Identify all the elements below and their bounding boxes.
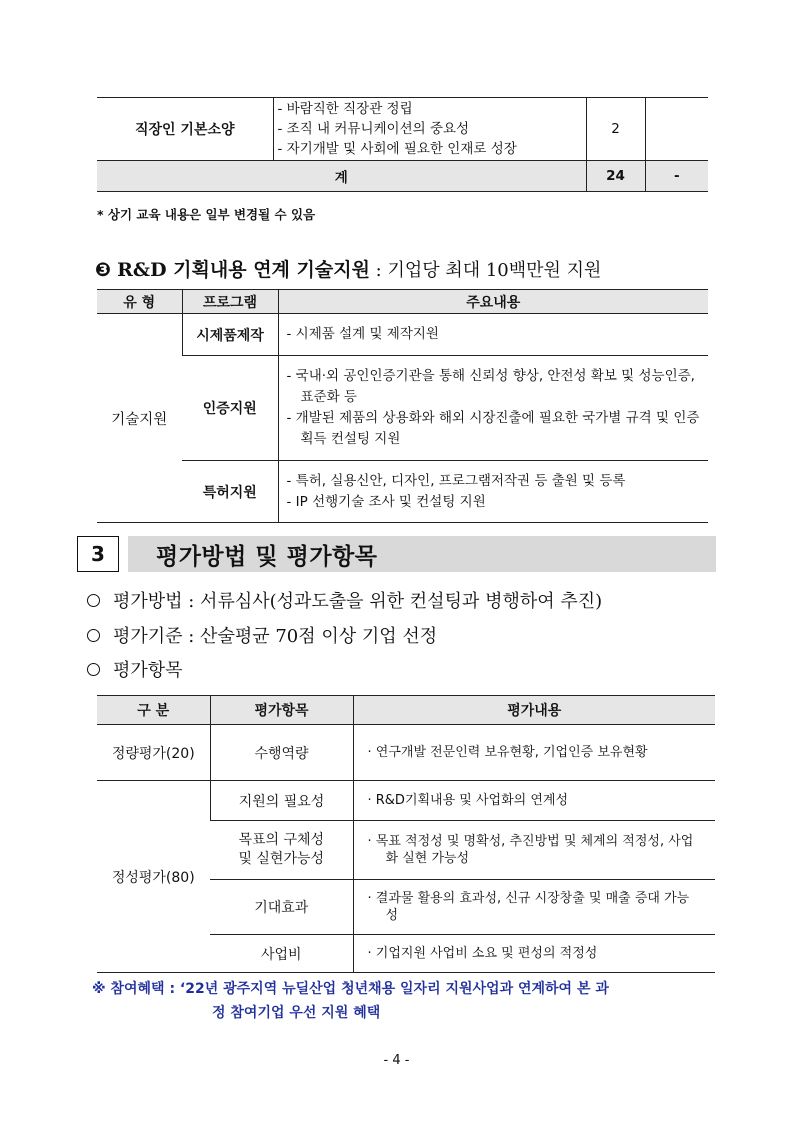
list-item: - 바람직한 직장관 정립 xyxy=(277,101,413,117)
list-item: · 기업지원 사업비 소요 및 편성의 적정성 xyxy=(367,946,598,961)
header-content: 평가내용 xyxy=(353,696,715,725)
circle-bullet-icon xyxy=(87,629,100,642)
circle-bullet-icon xyxy=(87,663,100,676)
table-row xyxy=(97,98,708,161)
benefit-line-1: ※ 참여혜택 : ‘22년 광주지역 뉴딜산업 청년채용 일자리 지원사업과 연계하여 본 과 xyxy=(92,981,609,997)
education-table-tail xyxy=(97,97,708,192)
table-row xyxy=(97,781,715,821)
content-list xyxy=(354,890,716,924)
subsection-desc: 기업당 최대 10백만원 지원 xyxy=(387,260,602,281)
content-list xyxy=(354,945,716,962)
header-program: 프로그램 xyxy=(182,290,278,314)
total-row xyxy=(97,161,708,192)
program-name: 시제품제작 xyxy=(182,314,278,356)
bullet-item xyxy=(87,656,183,682)
eval-item: 사업비 xyxy=(210,935,353,973)
course-hours: 2 xyxy=(586,98,645,161)
qual-label: 정성평가(80) xyxy=(97,781,210,973)
program-name: 특허지원 xyxy=(182,461,278,523)
list-item: · R&D기획내용 및 사업화의 연계성 xyxy=(367,793,569,808)
content-list xyxy=(354,833,716,867)
eval-item: 목표의 구체성 및 실현가능성 xyxy=(210,821,353,880)
bullet-item xyxy=(87,622,437,648)
eval-content-cell xyxy=(353,935,715,973)
header-type: 유 형 xyxy=(97,290,182,314)
list-item: - 특허, 실용신안, 디자인, 프로그램저작권 등 출원 및 등록 xyxy=(286,472,626,489)
eval-content-cell xyxy=(353,725,715,781)
eval-content-cell xyxy=(353,880,715,935)
total-hours: 24 xyxy=(586,161,645,192)
header-content: 주요내용 xyxy=(278,290,708,314)
benefit-line-2: 정 참여기업 우선 지원 혜택 xyxy=(212,1005,381,1021)
content-list xyxy=(279,324,709,345)
table-header-row xyxy=(97,696,715,725)
table-row xyxy=(97,356,708,461)
eval-content-cell xyxy=(353,821,715,880)
bullet-text: 평가항목 xyxy=(113,660,183,681)
evaluation-table xyxy=(97,695,715,973)
list-item: - 자기개발 및 사회에 필요한 인재로 성장 xyxy=(277,141,517,157)
eval-content-cell xyxy=(353,781,715,821)
content-list xyxy=(279,471,709,513)
eval-item: 지원의 필요성 xyxy=(210,781,353,821)
change-note: * 상기 교육 내용은 일부 변경될 수 있음 xyxy=(97,207,316,222)
list-item: - 조직 내 커뮤니케이션의 중요성 xyxy=(277,121,470,137)
section-title-bar xyxy=(128,536,716,572)
program-content xyxy=(278,356,708,461)
list-item: - 시제품 설계 및 제작지원 xyxy=(286,326,439,342)
list-item: · 결과물 활용의 효과성, 신규 시장창출 및 매출 증대 가능성 xyxy=(367,891,690,923)
table-row xyxy=(97,314,708,356)
support-type: 기술지원 xyxy=(97,314,182,523)
table-row xyxy=(97,461,708,523)
program-name: 인증지원 xyxy=(182,356,278,461)
content-list xyxy=(354,744,716,761)
total-label: 계 xyxy=(97,161,586,192)
bullet-text: 평가방법 : 서류심사(성과도출을 위한 컨설팅과 병행하여 추진) xyxy=(113,591,603,612)
subsection-title: R&D 기획내용 연계 기술지원 xyxy=(117,259,370,281)
header-category: 구 분 xyxy=(97,696,210,725)
course-title: 직장인 기본소양 xyxy=(97,98,273,161)
subsection-heading xyxy=(95,255,601,282)
support-table xyxy=(97,289,708,523)
list-item: - IP 선행기술 조사 및 컨설팅 지원 xyxy=(286,493,486,510)
quant-label: 정량평가(20) xyxy=(97,725,210,781)
total-extra: - xyxy=(645,161,708,192)
program-content xyxy=(278,314,708,356)
course-items xyxy=(274,99,586,159)
eval-item: 수행역량 xyxy=(210,725,353,781)
participation-benefit xyxy=(92,977,720,1025)
content-list xyxy=(279,366,709,450)
circle-bullet-icon xyxy=(87,594,100,607)
section-title: 평가방법 및 평가항목 xyxy=(156,543,378,570)
bullet-item xyxy=(87,587,602,613)
header-item: 평가항목 xyxy=(210,696,353,725)
content-list xyxy=(354,792,716,809)
course-items-cell xyxy=(273,98,586,161)
table-row xyxy=(97,725,715,781)
page-number: - 4 - xyxy=(383,1053,410,1068)
number-marker: ❸ xyxy=(95,259,112,281)
course-extra xyxy=(645,98,708,161)
subsection-sep: : xyxy=(369,260,388,281)
table-header-row xyxy=(97,290,708,314)
eval-item: 기대효과 xyxy=(210,880,353,935)
section-number-box: 3 xyxy=(77,536,119,572)
list-item: - 개발된 제품의 상용화와 해외 시장진출에 필요한 국가별 규격 및 인증획득 컨설팅 지원 xyxy=(286,410,700,447)
list-item: · 목표 적정성 및 명확성, 추진방법 및 체계의 적정성, 사업화 실현 가능성 xyxy=(367,834,694,866)
bullet-text: 평가기준 : 산술평균 70점 이상 기업 선정 xyxy=(113,626,438,647)
program-content xyxy=(278,461,708,523)
list-item: · 연구개발 전문인력 보유현황, 기업인증 보유현황 xyxy=(367,745,648,760)
list-item: - 국내·외 공인인증기관을 통해 신뢰성 향상, 안전성 확보 및 성능인증, 표준화 등 xyxy=(286,368,695,405)
